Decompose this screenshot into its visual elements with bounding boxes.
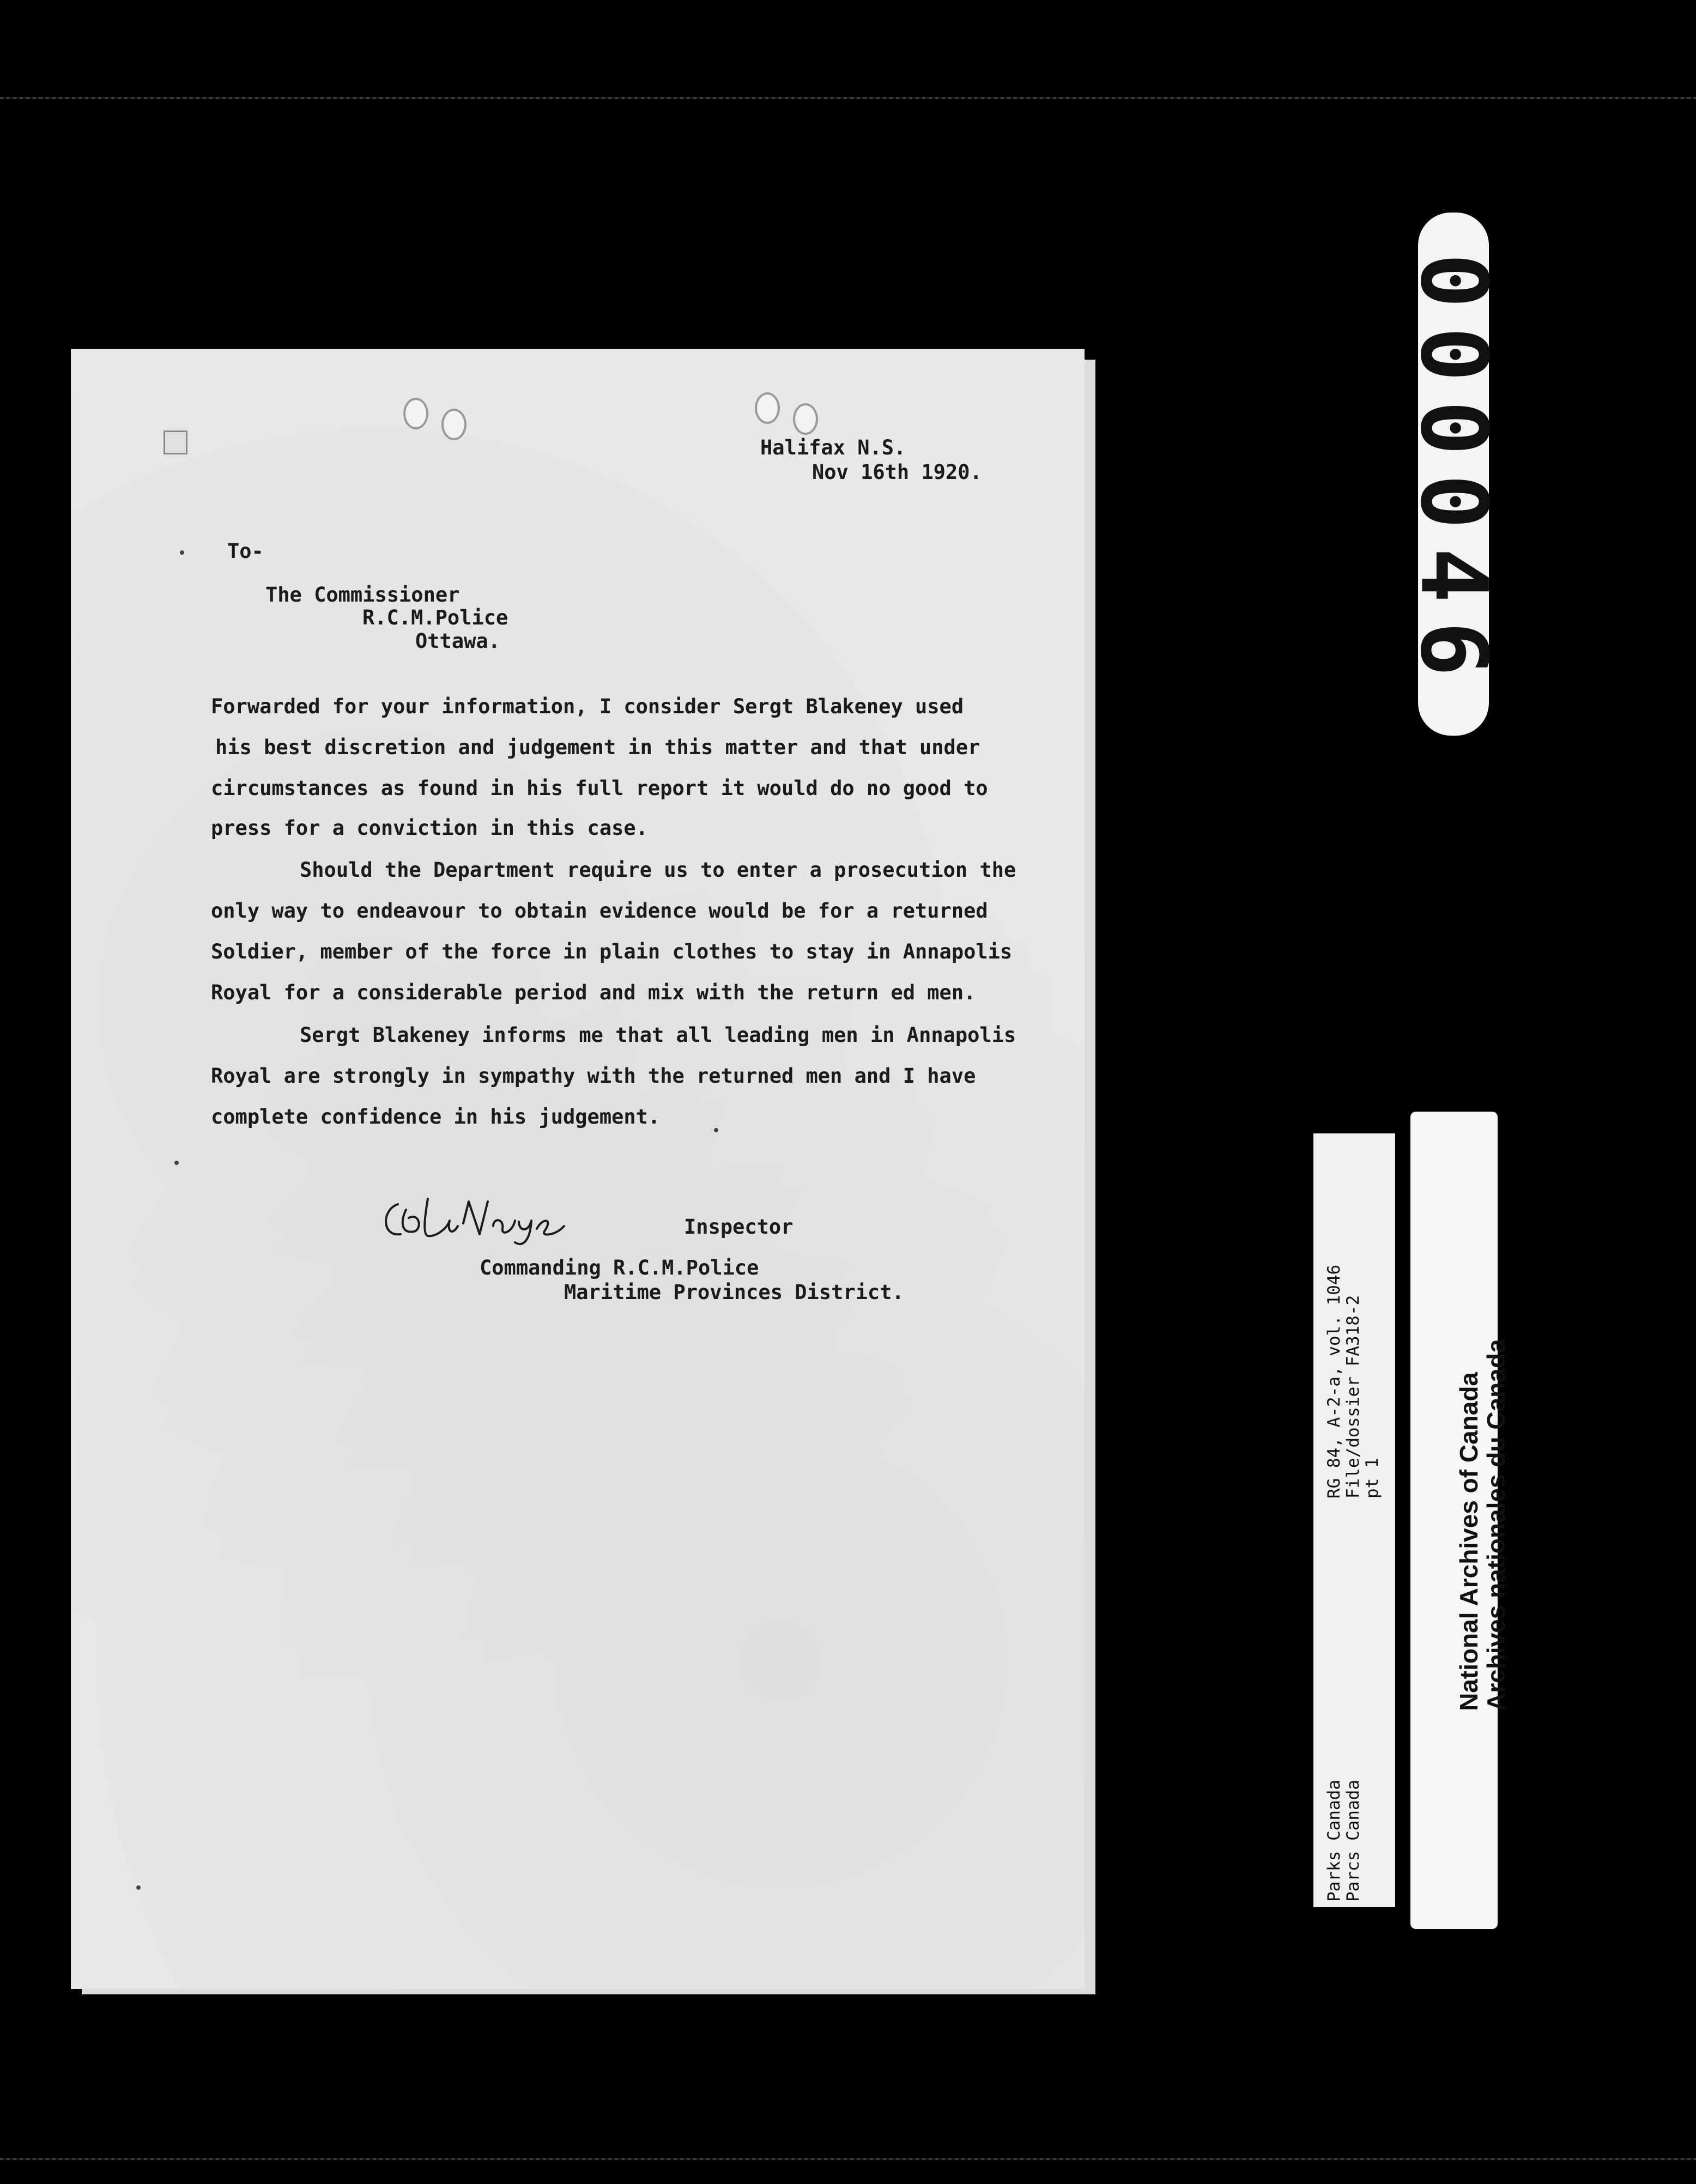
body-line: Royal for a considerable period and mix with the return ed men. <box>211 981 976 1004</box>
department-line: Parks Canada <box>1324 1780 1344 1902</box>
speck <box>180 550 184 555</box>
archive-ref-line: File/dossier FA318-2 <box>1343 1295 1363 1499</box>
body-line: Soldier, member of the force in plain clothes to stay in Annapolis <box>211 940 1013 963</box>
punch-hole <box>755 392 780 424</box>
letter-place: Halifax N.S. <box>760 436 906 459</box>
handwritten-signature <box>376 1188 572 1248</box>
frame-number-wrapper <box>1400 213 1507 736</box>
punch-hole <box>403 398 428 429</box>
archive-ref-line: pt 1 <box>1362 1458 1382 1499</box>
addressee-line: The Commissioner <box>265 583 460 606</box>
department-line: Parcs Canada <box>1343 1780 1363 1902</box>
body-line: Sergt Blakeney informs me that all leading men in Annapolis <box>300 1023 1016 1047</box>
punch-hole <box>441 409 467 440</box>
frame-number: 000046 <box>1400 253 1507 695</box>
speck <box>174 1161 179 1165</box>
archive-ref-line: RG 84, A-2-a, vol. 1046 <box>1324 1264 1344 1499</box>
scan-edge-bottom <box>0 2158 1696 2160</box>
body-line: only way to endeavour to obtain evidence would be for a returned <box>211 899 988 923</box>
addressee-line: Ottawa. <box>415 629 500 653</box>
national-archives-label <box>1410 1112 1510 1929</box>
signature-line: Maritime Provinces District. <box>564 1281 904 1304</box>
signature-line: Commanding R.C.M.Police <box>480 1256 759 1279</box>
body-line: press for a conviction in this case. <box>211 816 648 840</box>
addressee-line: R.C.M.Police <box>362 606 508 629</box>
scan-edge-top <box>0 97 1696 99</box>
body-line: his best discretion and judgement in this matter and that under <box>215 736 980 759</box>
archive-name-en: National Archives of Canada <box>1455 1372 1483 1711</box>
signature-title: Inspector <box>684 1215 794 1239</box>
corner-mark <box>163 430 187 454</box>
archive-name-fr: Archives nationales du Canada <box>1482 1339 1510 1711</box>
letter-sheet <box>71 349 1085 1989</box>
body-line: Should the Department require us to enter a prosecution the <box>300 858 1016 882</box>
body-line: Royal are strongly in sympathy with the returned men and I have <box>211 1064 976 1088</box>
body-line: circumstances as found in his full report it would do no good to <box>211 776 988 800</box>
salutation: To- <box>227 539 264 563</box>
speck <box>714 1128 718 1132</box>
body-line: complete confidence in his judgement. <box>211 1105 661 1129</box>
punch-hole <box>793 403 818 435</box>
letter-date: Nov 16th 1920. <box>812 460 982 484</box>
archive-reference-label <box>1313 1133 1395 1907</box>
body-line: Forwarded for your information, I consider Sergt Blakeney used <box>211 695 964 718</box>
speck <box>136 1885 141 1890</box>
